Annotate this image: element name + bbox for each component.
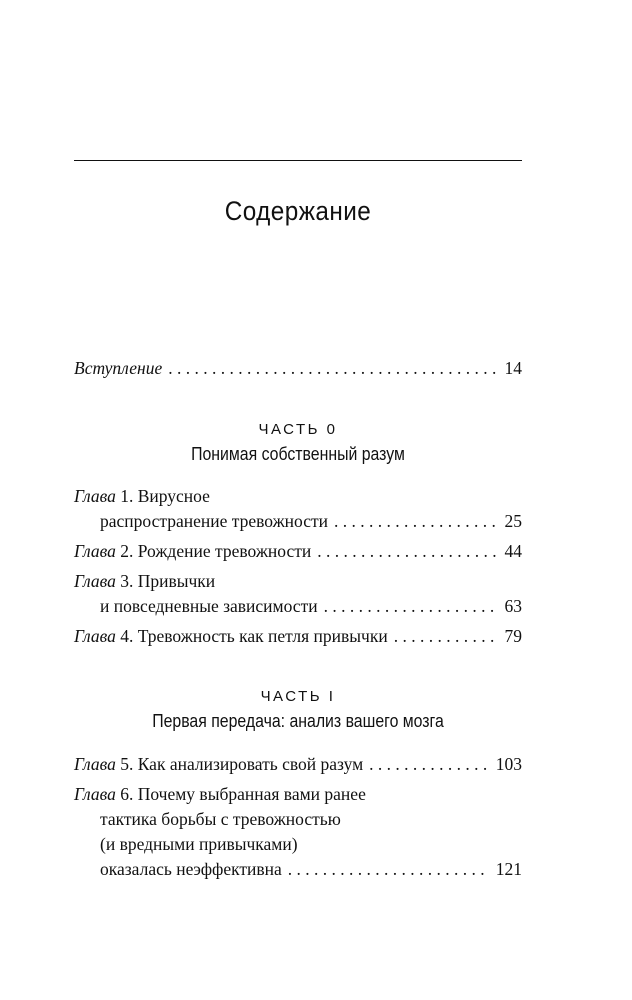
chapter-number: 3. [120, 571, 134, 591]
chapter-title-line: оказалась неэффективна [100, 859, 282, 879]
toc-entry-chapter-6[interactable] [74, 784, 522, 810]
dot-leader [288, 859, 490, 880]
chapter-word: Глава [74, 541, 116, 561]
chapter-number: 5. [120, 754, 134, 774]
toc-entry-chapter-3-cont[interactable] [100, 596, 522, 622]
page-number: 121 [495, 859, 522, 879]
page-number: 103 [495, 754, 522, 774]
toc-entry-chapter-1-cont[interactable] [100, 511, 522, 537]
dot-leader [317, 541, 498, 562]
chapter-title-line: (и вредными привычками) [100, 834, 298, 854]
chapter-title-line: Привычки [137, 571, 216, 591]
intro-label: Вступление [74, 358, 163, 378]
chapter-word: Глава [74, 571, 116, 591]
chapter-word: Глава [74, 486, 116, 506]
page-number: 63 [504, 596, 522, 616]
page-number: 14 [504, 358, 522, 378]
page-number: 25 [504, 511, 522, 531]
part-label: ЧАСТЬ I [260, 688, 336, 705]
part-label: ЧАСТЬ 0 [258, 421, 338, 438]
toc-entry-chapter-6-cont[interactable] [100, 859, 522, 885]
part-title: Понимая собственный разум [191, 444, 405, 464]
chapter-title-line: Почему выбранная вами ранее [137, 784, 366, 804]
toc-entry-chapter-5[interactable] [74, 754, 522, 780]
dot-leader [334, 511, 499, 532]
toc-entry-chapter-2[interactable] [74, 541, 522, 567]
toc-entry-chapter-6-cont [100, 834, 522, 860]
chapter-title-line: тактика борьбы с тревожностью [100, 809, 341, 829]
top-rule [74, 160, 522, 161]
chapter-title-line: распространение тревожности [100, 511, 328, 531]
page-number: 79 [504, 626, 522, 646]
dot-leader [324, 596, 499, 617]
chapter-title-line: Рождение тревожности [137, 541, 312, 561]
toc-entry-chapter-1[interactable] [74, 486, 522, 512]
toc-entry-chapter-6-cont [100, 809, 522, 835]
chapter-number: 1. [120, 486, 134, 506]
chapter-number: 2. [120, 541, 134, 561]
chapter-word: Глава [74, 754, 116, 774]
chapter-title-line: Тревожность как петля привычки [137, 626, 388, 646]
part-title: Первая передача: анализ вашего мозга [152, 711, 444, 731]
chapter-number: 4. [120, 626, 134, 646]
toc-entry-chapter-4[interactable] [74, 626, 522, 652]
chapter-number: 6. [120, 784, 134, 804]
chapter-title-line: Как анализировать свой разум [137, 754, 364, 774]
dot-leader [369, 754, 490, 775]
dot-leader [394, 626, 499, 647]
toc-entry-chapter-3[interactable] [74, 571, 522, 597]
chapter-word: Глава [74, 784, 116, 804]
dot-leader [168, 358, 498, 379]
toc-entry-intro[interactable] [74, 358, 522, 384]
chapter-word: Глава [74, 626, 116, 646]
page-number: 44 [504, 541, 522, 561]
page-title: Содержание [224, 196, 372, 226]
chapter-title-line: Вирусное [137, 486, 210, 506]
chapter-title-line: и повседневные зависимости [100, 596, 318, 616]
